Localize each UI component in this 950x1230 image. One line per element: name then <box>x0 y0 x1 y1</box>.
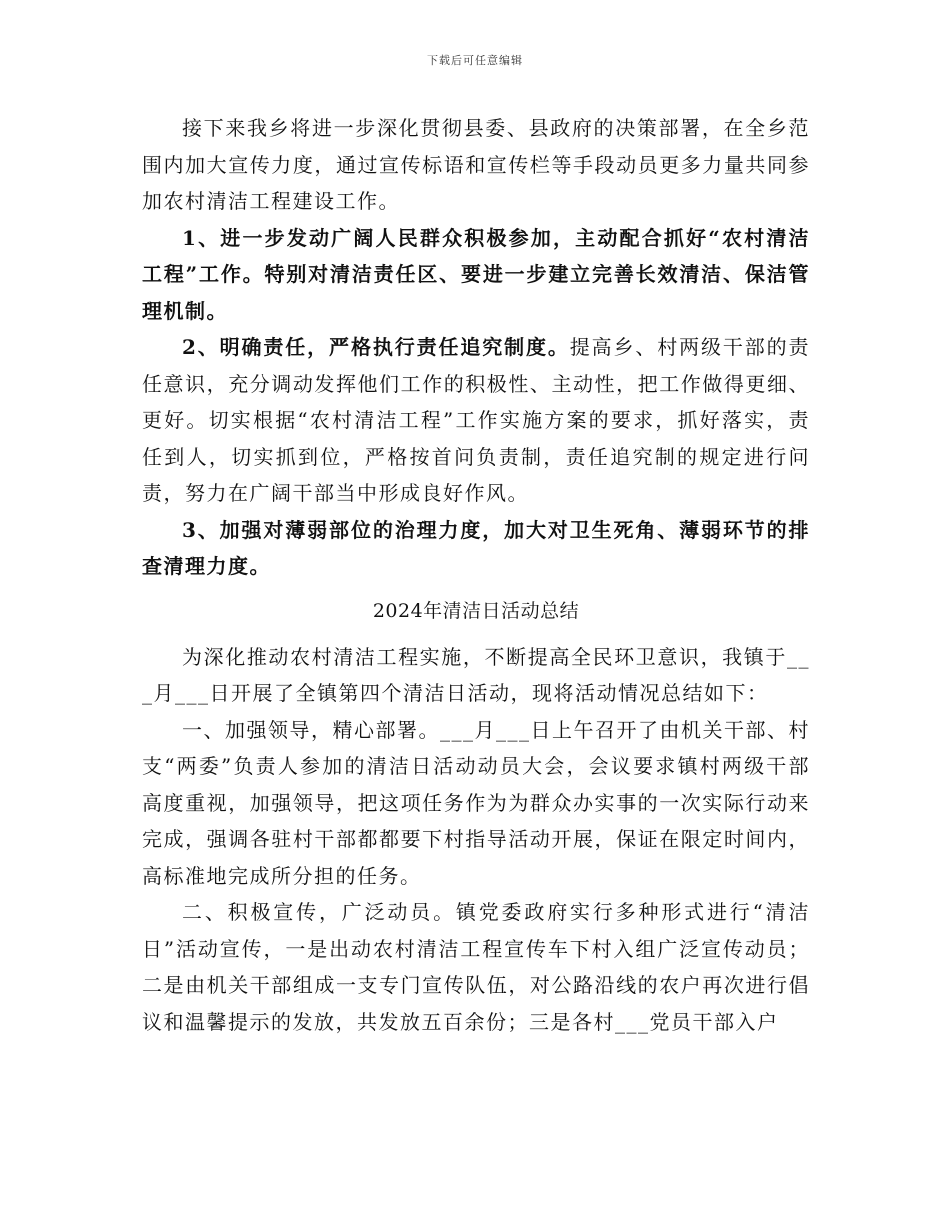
section1-item2-paragraph <box>142 329 810 512</box>
section2-title: 2024年清洁日活动总结 <box>372 599 580 622</box>
document-body <box>142 110 810 1040</box>
page-header: 下载后可任意编辑 <box>427 54 523 67</box>
section1-item1-paragraph: 1、进一步发动广阔人民群众积极参加，主动配合抓好“农村清洁工程”工作。特别对清洁责任区、要进一步建立完善长效清洁、保洁管理机制。 <box>142 225 810 323</box>
section2-point2-paragraph: 二、积极宣传，广泛动员。镇党委政府实行多种形式进行“清洁日”活动宣传，一是出动农村清洁工程宣传车下村入组广泛宣传动员；二是由机关干部组成一支专门宣传队伍，对公路沿线的农户再次进行倡议和温馨提示的发放，共发放五百余份；三是各村___党员干部入户 <box>142 900 810 1034</box>
section2-intro-paragraph: 为深化推动农村清洁工程实施，不断提高全民环卫意识，我镇于___月___日开展了全镇第四个清洁日活动，现将活动情况总结如下： <box>142 644 810 705</box>
item2-lead-text: 2、明确责任，严格执行责任追究制度。 <box>182 335 570 359</box>
section2-point1-paragraph: 一、加强领导，精心部署。___月___日上午召开了由机关干部、村支“两委”负责人参加的清洁日活动动员大会，会议要求镇村两级干部高度重视，加强领导，把这项任务作为为群众办实事的一次实际行动来完成，强调各驻村干部都都要下村指导活动开展，保证在限定时间内，高标准地完成所分担的任务。 <box>142 717 810 888</box>
section1-item3-paragraph: 3、加强对薄弱部位的治理力度，加大对卫生死角、薄弱环节的排查清理力度。 <box>142 517 810 578</box>
section1-intro-paragraph: 接下来我乡将进一步深化贯彻县委、县政府的决策部署，在全乡范围内加大宣传力度，通过宣传标语和宣传栏等手段动员更多力量共同参加农村清洁工程建设工作。 <box>142 116 810 213</box>
item2-body-text: 提高乡、村两级干部的责任意识，充分调动发挥他们工作的积极性、主动性，把工作做得更细、更好。切实根据“农村清洁工程”工作实施方案的要求，抓好落实，责任到人，切实抓到位，严格按首问负责制，责任追究制的规定进行问责，努力在广阔干部当中形成良好作风。 <box>142 335 810 505</box>
